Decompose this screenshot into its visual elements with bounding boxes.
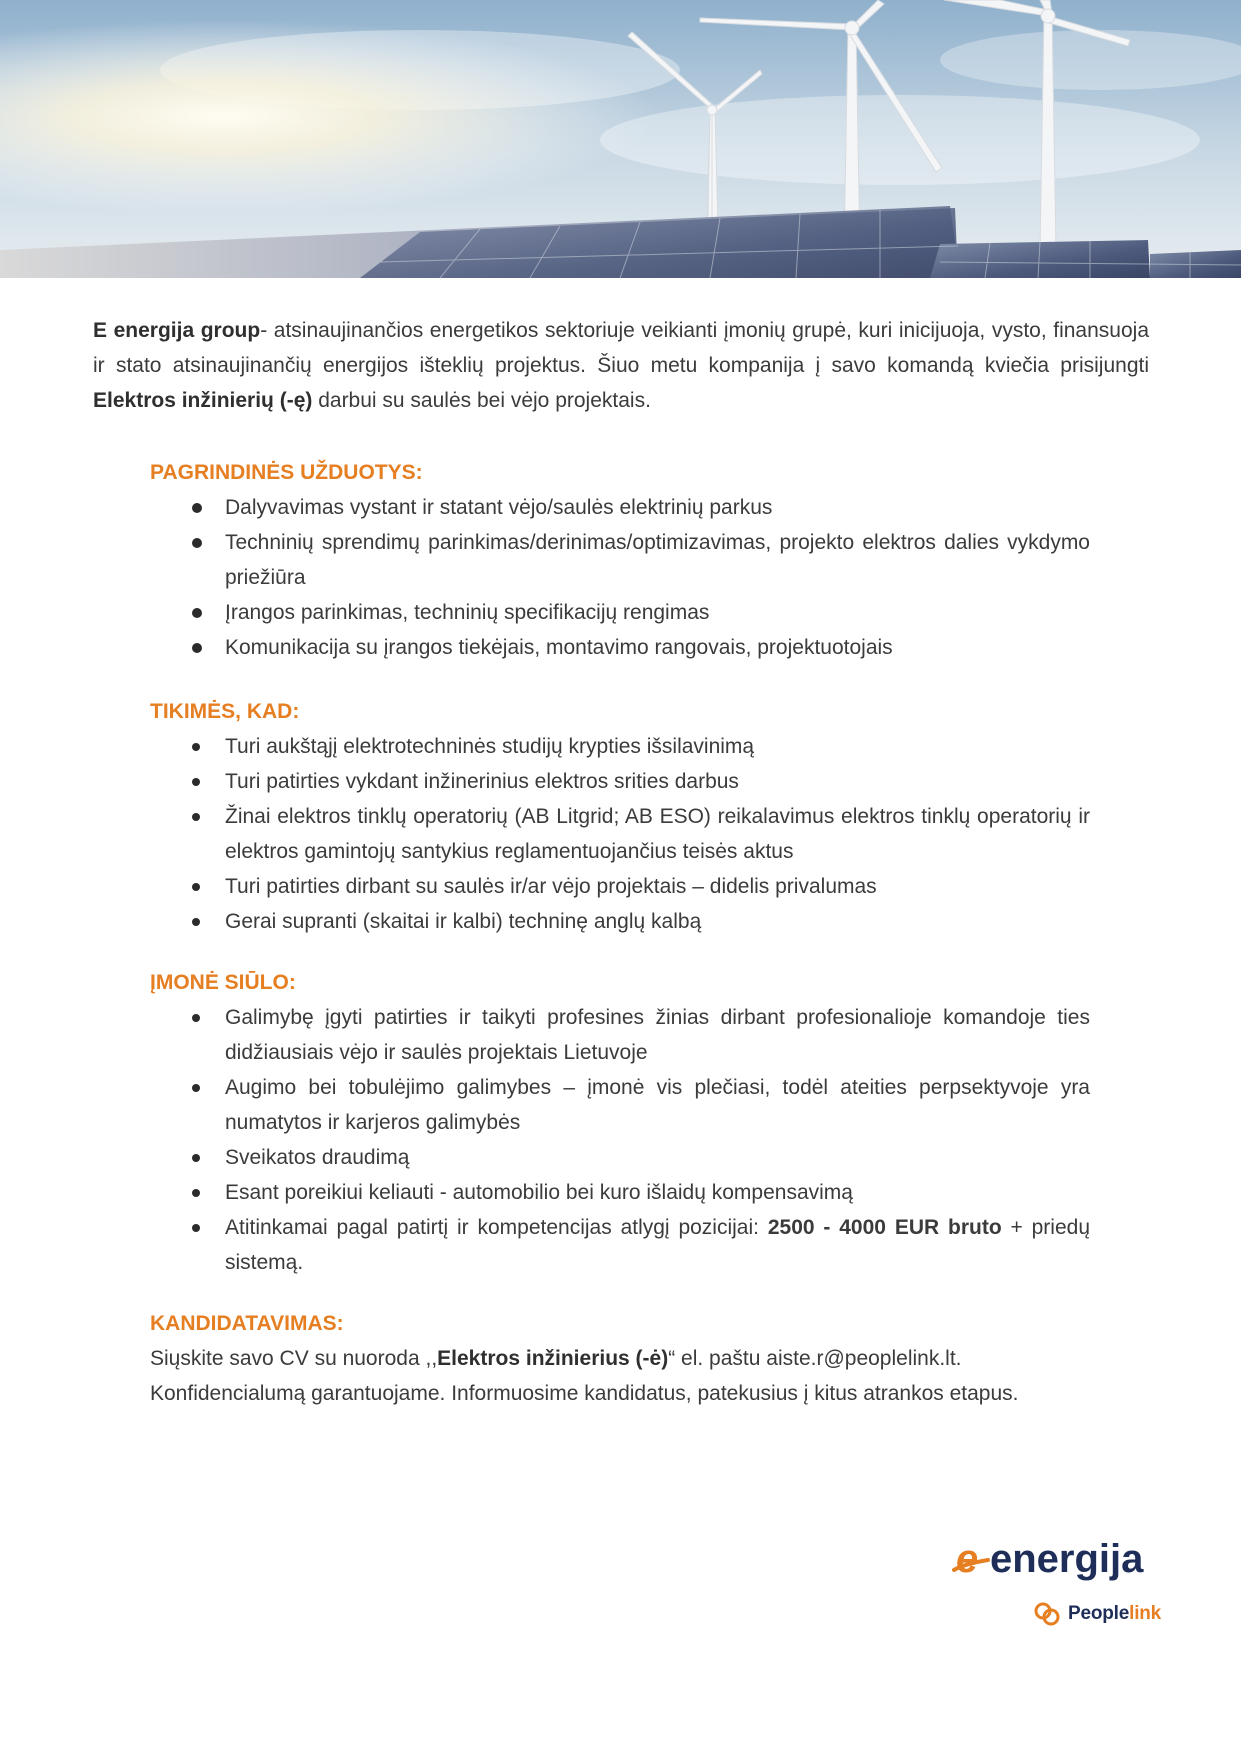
salary-suffix: + priedų sistemą. (225, 1216, 1090, 1274)
apply-title: KANDIDATAVIMAS: (150, 1312, 344, 1335)
tasks-title: PAGRINDINĖS UŽDUOTYS: (150, 461, 423, 484)
apply-line-1 (150, 1341, 1090, 1376)
bullet-dot (192, 1014, 200, 1022)
peoplelink-link: link (1129, 1603, 1162, 1624)
bullet-dot (192, 1154, 200, 1162)
list-item (150, 1175, 1090, 1210)
bullet-dot (192, 608, 202, 618)
bullet-dot (192, 743, 200, 751)
offer-section (150, 965, 1090, 1280)
apply-email-text: “ el. paštu aiste.r@peoplelink.lt. (668, 1347, 962, 1370)
bullet-dot (192, 503, 202, 513)
list-item-text: Turi patirties vykdant inžinerinius elektros srities darbus (225, 770, 739, 793)
list-item (150, 595, 1090, 630)
salary-value: 2500 - 4000 EUR bruto (767, 1216, 1002, 1239)
list-item (150, 490, 1090, 525)
bullet-dot (192, 883, 200, 891)
list-item-text: Įrangos parinkimas, techninių specifikacijų rengimas (225, 601, 710, 624)
apply-reference: Elektros inžinierius (-ė) (437, 1347, 669, 1370)
logo-energija-word: energija (990, 1537, 1144, 1581)
list-item-text: Gerai supranti (skaitai ir kalbi) techninę anglų kalbą (225, 910, 702, 933)
expectations-title: TIKIMĖS, KAD: (150, 700, 300, 723)
peoplelink-knot-icon (1032, 1599, 1062, 1629)
bullet-dot (192, 1224, 200, 1232)
logo-e-prefix: e (956, 1537, 979, 1581)
list-item (150, 1140, 1090, 1175)
list-item-text: Sveikatos draudimą (225, 1146, 410, 1169)
list-item-text: Augimo bei tobulėjimo galimybes – įmonė vis plečiasi, todėl ateities perpsektyvoje yra numatytos ir karjeros galimybės (225, 1076, 1090, 1134)
list-item (150, 1070, 1090, 1140)
offer-title: ĮMONĖ SIŪLO: (150, 971, 296, 994)
list-item-text: Esant poreikiui keliauti - automobilio bei kuro išlaidų kompensavimą (225, 1181, 853, 1204)
list-item (150, 630, 1090, 665)
salary-item (150, 1210, 1090, 1280)
list-item-text: Komunikacija su įrangos tiekėjais, montavimo rangovais, projektuotojais (225, 636, 893, 659)
list-item-text: Turi patirties dirbant su saulės ir/ar vėjo projektais – didelis privalumas (225, 875, 877, 898)
intro-text-1: - atsinaujinančios energetikos sektoriuje veikianti įmonių grupė, kuri inicijuoja, vysto, finansuoja ir stato atsinaujinančių energijos išteklių projektus. Šiuo metu kompanija į savo komandą kviečia prisijungti (93, 319, 1149, 377)
list-item (150, 799, 1090, 869)
bullet-dot (192, 918, 200, 926)
tasks-section (150, 455, 1090, 665)
list-item (150, 904, 1090, 939)
intro-paragraph (93, 313, 1149, 418)
intro-text-2: darbui su saulės bei vėjo projektais. (312, 389, 651, 412)
apply-prefix: Siųskite savo CV su nuoroda ,, (150, 1347, 438, 1370)
expectations-section (150, 694, 1090, 939)
list-item-text: Dalyvavimas vystant ir statant vėjo/saulės elektrinių parkus (225, 496, 773, 519)
peoplelink-wordmark (1068, 1603, 1161, 1625)
bullet-dot (192, 813, 200, 821)
offer-list (150, 1000, 1090, 1280)
expectations-list (150, 729, 1090, 939)
tasks-list (150, 490, 1090, 665)
bullet-dot (192, 643, 202, 653)
apply-line-2: Konfidencialumą garantuojame. Informuosime kandidatus, patekusius į kitus atrankos etapus. (150, 1382, 1019, 1405)
renewable-energy-photo (0, 0, 1241, 278)
list-item (150, 1000, 1090, 1070)
list-item (150, 869, 1090, 904)
list-item-text: Turi aukštąjį elektrotechninės studijų krypties išsilavinimą (225, 735, 755, 758)
list-item (150, 729, 1090, 764)
bullet-dot (192, 778, 200, 786)
list-item-text: Galimybę įgyti patirties ir taikyti profesines žinias dirbant profesionalioje komandoje ties didžiausiais vėjo ir saulės projektais Lietuvoje (225, 1006, 1090, 1064)
bullet-dot (192, 1189, 200, 1197)
list-item (150, 764, 1090, 799)
peoplelink-people: People (1068, 1603, 1130, 1624)
position-name: Elektros inžinierių (-ę) (93, 389, 313, 412)
bullet-dot (192, 1084, 200, 1092)
e-energija-logo (952, 1534, 1172, 1582)
hero-banner (0, 0, 1241, 278)
company-name: E energija group (93, 319, 261, 342)
bullet-dot (192, 538, 202, 548)
salary-prefix: Atitinkamai pagal patirtį ir kompetencijas atlygį pozicijai: (225, 1216, 768, 1239)
apply-section (150, 1306, 1090, 1411)
list-item-text: Techninių sprendimų parinkimas/derinimas/optimizavimas, projekto elektros dalies vykdymo priežiūra (225, 531, 1090, 589)
list-item (150, 525, 1090, 595)
peoplelink-logo (1032, 1597, 1172, 1631)
list-item-text: Žinai elektros tinklų operatorių (AB Litgrid; AB ESO) reikalavimus elektros tinklų operatorių ir elektros gamintojų santykius reglamentuojančius teisės aktus (225, 805, 1090, 863)
